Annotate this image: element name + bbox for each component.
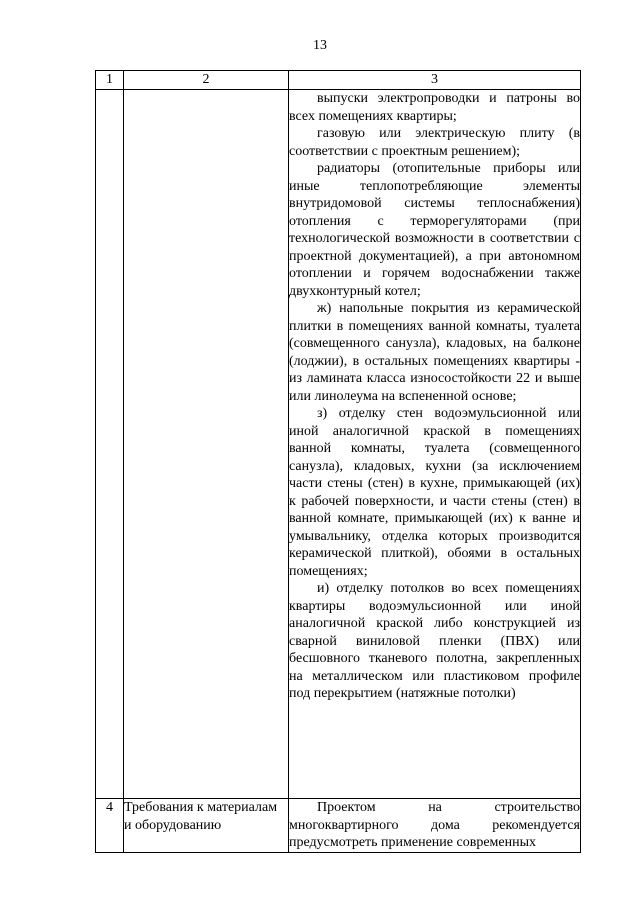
text-paragraph: радиаторы (отопительные приборы или иные теплопотребляющие элементы внутридомовой системы теплоснабжения) отопления с терморегуляторами (при технологической возможности в соответствии с проектной документацией), а при автономном отоплении и горячем водоснабжении также двухконтурный котел; bbox=[289, 161, 580, 299]
row-name-cell: Требования к материалам и оборудованию bbox=[124, 799, 289, 853]
text-paragraph: Проектом на строительство многоквартирного дома рекомендуется предусмотреть применение современных bbox=[289, 800, 580, 850]
text-paragraph: газовую или электрическую плиту (в соответствии с проектным решением); bbox=[289, 126, 580, 159]
row-number-cell bbox=[96, 90, 124, 799]
page-number: 13 bbox=[313, 38, 327, 53]
text-paragraph: выпуски электропроводки и патроны во всех помещениях квартиры; bbox=[289, 91, 580, 124]
requirements-table bbox=[95, 70, 581, 853]
table-header-row bbox=[96, 71, 581, 90]
header-col-2: 2 bbox=[124, 71, 289, 90]
text-paragraph: з) отделку стен водоэмульсионной или иной аналогичной краской в помещениях ванной комнаты, туалета (совмещенного санузла), кладовых, кухни (за исключением части стены (стен) в кухне, примыкающей (их) к рабочей поверхности, и части стены (стен) в ванной комнате, примыкающей (их) к ванне и умывальнику, отделка которых производится керамической плиткой), обоями в остальных помещениях; bbox=[289, 406, 580, 579]
text-paragraph: ж) напольные покрытия из керамической плитки в помещениях ванной комнаты, туалета (совмещенного санузла), кладовых, на балконе (лоджии), в остальных помещениях квартиры - из ламината класса износостойкости 22 и выше или линолеума на вспененной основе; bbox=[289, 301, 580, 404]
header-col-1: 1 bbox=[96, 71, 124, 90]
text-paragraph: и) отделку потолков во всех помещениях квартиры водоэмульсионной или иной аналогичной краской либо конструкцией из сварной виниловой пленки (ПВХ) или бесшовного тканевого полотна, закрепленных на металлическом или пластиковом профиле под перекрытием (натяжные потолки) bbox=[289, 581, 580, 701]
table-row bbox=[96, 90, 581, 799]
row-text-cell bbox=[289, 90, 581, 799]
row-name-cell bbox=[124, 90, 289, 799]
table-row bbox=[96, 799, 581, 853]
row-text-cell bbox=[289, 799, 581, 853]
header-col-3: 3 bbox=[289, 71, 581, 90]
row-number-cell: 4 bbox=[96, 799, 124, 853]
